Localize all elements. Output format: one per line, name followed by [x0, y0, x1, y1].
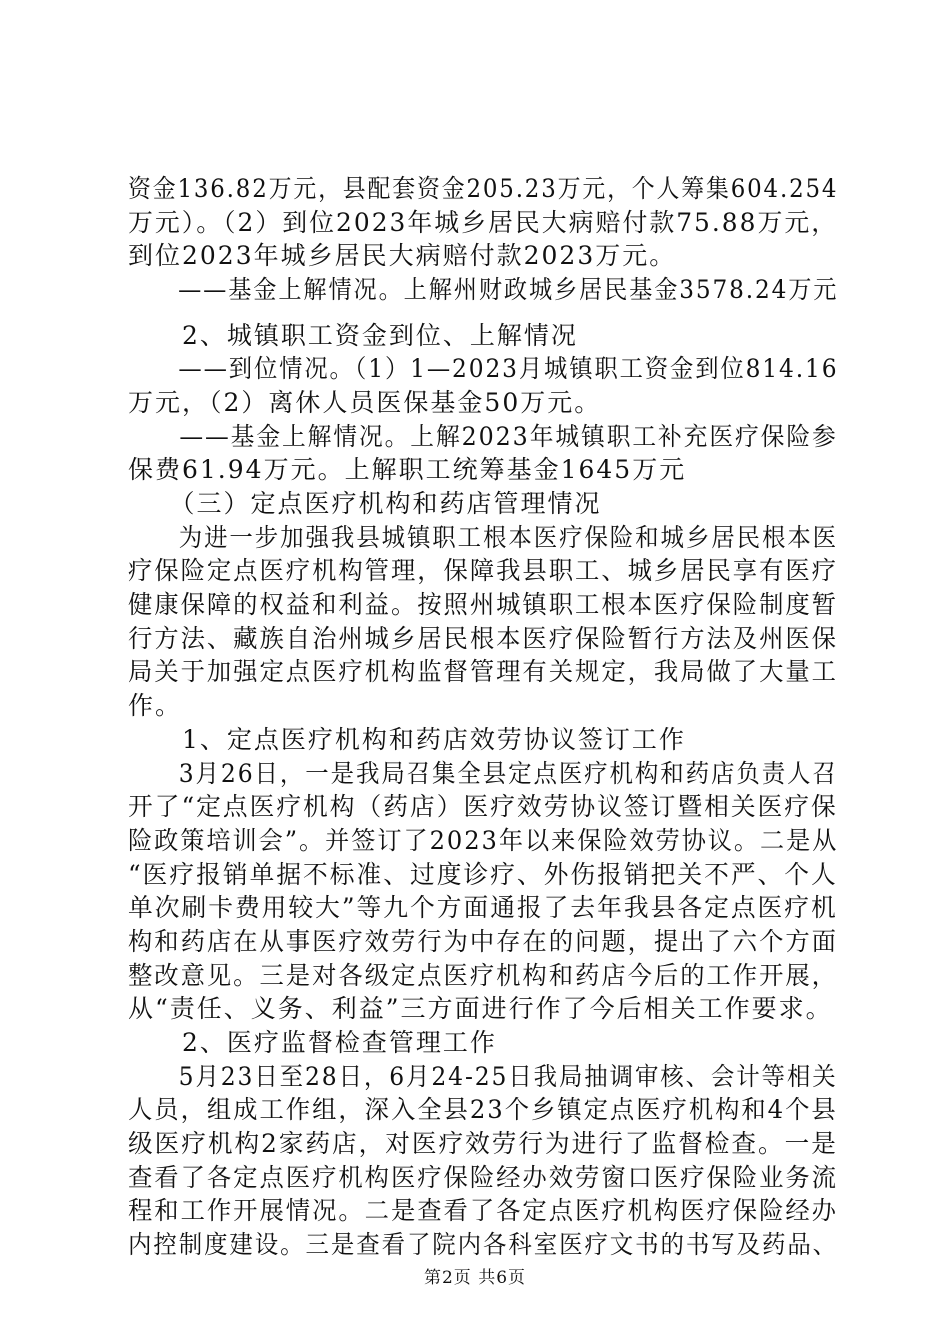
subsection-heading: 1、定点医疗机构和药店效劳协议签订工作	[128, 725, 686, 754]
text-line: 单次刷卡费用较大”等九个方面通报了去年我县各定点医疗机	[128, 893, 838, 922]
text-line: 查看了各定点医疗机构医疗保险经办效劳窗口医疗保险业务流	[128, 1163, 838, 1192]
text-line: 人员，组成工作组，深入全县23个乡镇定点医疗机构和4个县	[128, 1095, 838, 1124]
text-line: 局关于加强定点医疗机构监督管理有关规定，我局做了大量工	[128, 657, 838, 686]
text-line: 级医疗机构2家药店，对医疗效劳行为进行了监督检查。一是	[128, 1129, 838, 1158]
text-line: 疗保险定点医疗机构管理，保障我县职工、城乡居民享有医疗	[128, 556, 838, 585]
subsection-heading: 2、医疗监督检查管理工作	[128, 1028, 497, 1057]
text-line: “医疗报销单据不标准、过度诊疗、外伤报销把关不严、个人	[128, 860, 838, 889]
text-line: 为进一步加强我县城镇职工根本医疗保险和城乡居民根本医	[128, 523, 839, 552]
section-heading: （三）定点医疗机构和药店管理情况	[128, 489, 602, 518]
text-line: 5月23日至28日，6月24-25日我局抽调审核、会计等相关	[128, 1062, 838, 1091]
text-line: ——基金上解情况。上解州财政城乡居民基金3578.24万元	[128, 275, 839, 304]
text-line: 构和药店在从事医疗效劳行为中存在的问题，提出了六个方面	[128, 927, 838, 956]
text-line: ——基金上解情况。上解2023年城镇职工补充医疗保险参	[128, 422, 838, 451]
text-line: 万元，（2）离休人员医保基金50万元。	[128, 388, 602, 417]
text-line: 保费61.94万元。上解职工统筹基金1645万元	[128, 455, 687, 484]
text-line: 3月26日，一是我局召集全县定点医疗机构和药店负责人召	[128, 759, 838, 788]
text-line: 2、城镇职工资金到位、上解情况	[128, 321, 578, 350]
text-line: 险政策培训会”。并签订了2023年以来保险效劳协议。二是从	[128, 826, 839, 855]
text-line: 资金136.82万元，县配套资金205.23万元，个人筹集604.254	[128, 174, 839, 203]
page-number-footer: 第2页 共6页	[423, 1268, 527, 1288]
text-line: 作。	[128, 691, 183, 720]
text-line: 健康保障的权益和利益。按照州城镇职工根本医疗保险制度暂	[128, 590, 838, 619]
text-line: 从“责任、义务、利益”三方面进行作了今后相关工作要求。	[128, 994, 833, 1023]
text-line: 万元）。（2）到位2023年城乡居民大病赔付款75.88万元，	[128, 208, 839, 237]
text-line: 行方法、藏族自治州城乡居民根本医疗保险暂行方法及州医保	[128, 624, 838, 653]
text-line: 内控制度建设。三是查看了院内各科室医疗文书的书写及药品、	[128, 1230, 839, 1259]
text-line: ——到位情况。（1）1—2023月城镇职工资金到位814.16	[128, 354, 839, 383]
text-line: 整改意见。三是对各级定点医疗机构和药店今后的工作开展，	[128, 961, 838, 990]
text-line: 到位2023年城乡居民大病赔付款2023万元。	[128, 241, 677, 270]
text-line: 开了“定点医疗机构（药店）医疗效劳协议签订暨相关医疗保	[128, 792, 838, 821]
text-line: 程和工作开展情况。二是查看了各定点医疗机构医疗保险经办	[128, 1196, 838, 1225]
